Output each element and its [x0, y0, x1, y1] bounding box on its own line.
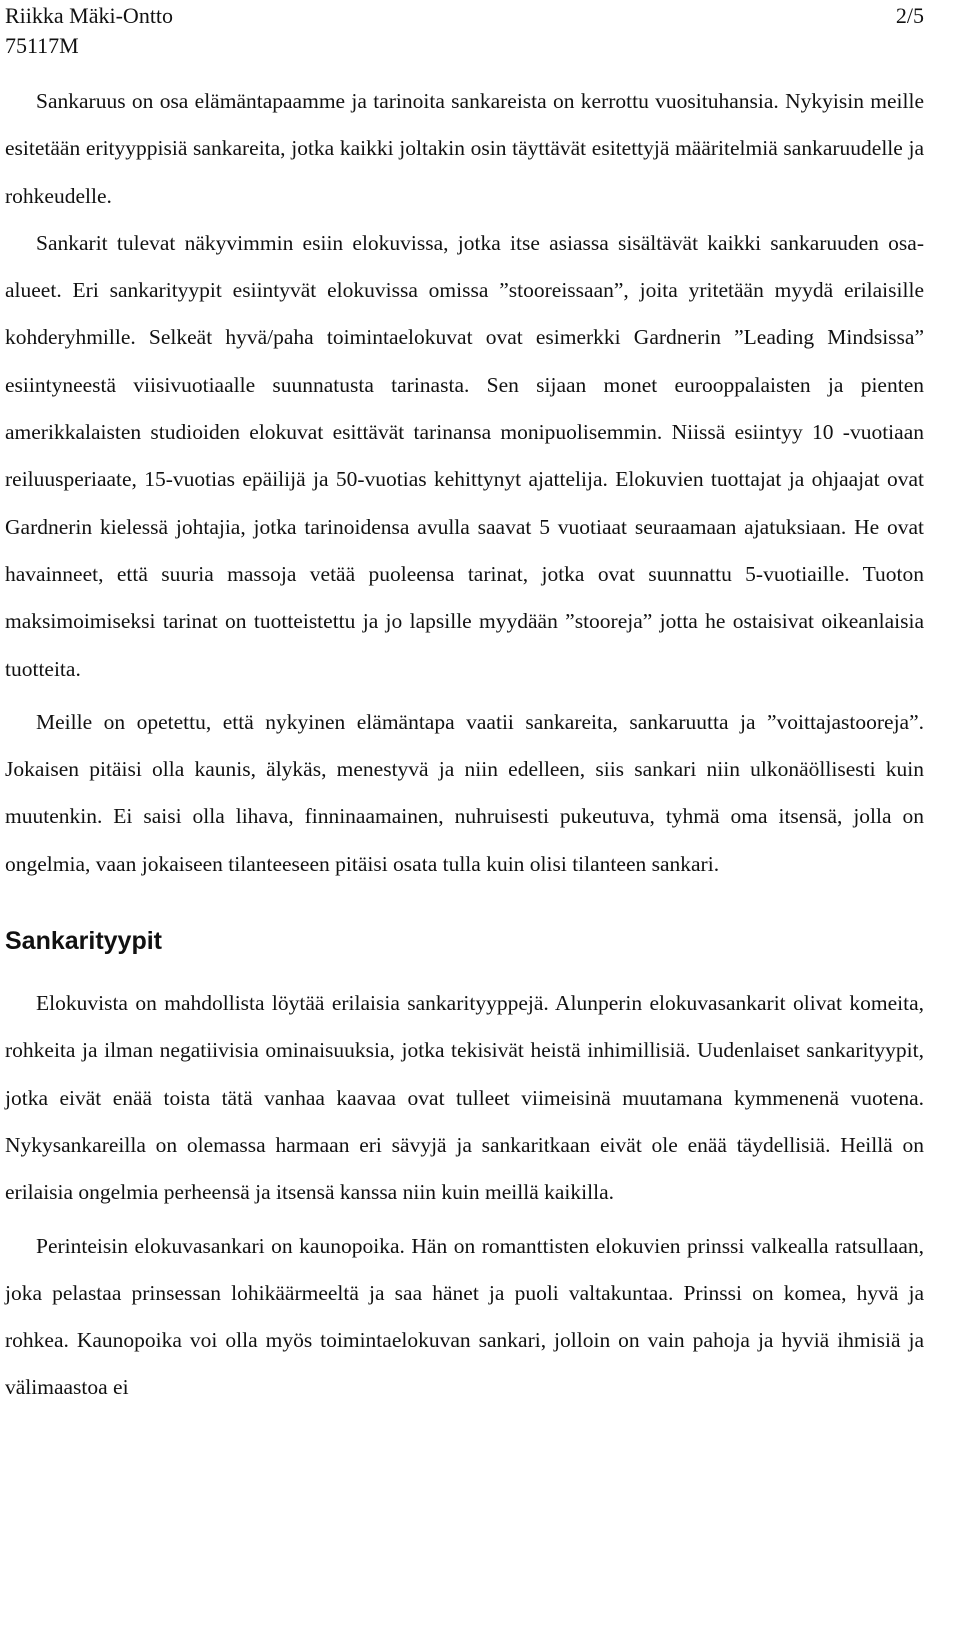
section-heading: Sankarityypit [5, 927, 163, 956]
author-name: Riikka Mäki-Ontto [5, 3, 174, 28]
document-body [5, 78, 924, 1412]
page-number: 2/5 [895, 3, 924, 28]
section-paragraph-2: Perinteisin elokuvasankari on kaunopoika. Hän on romanttisten elokuvien prinssi valkealla ratsullaan, joka pelastaa prinsessan lohikäärmeeltä ja saa hänet ja puoli valtakuntaa. Prinssi on komea, hyvä ja rohkea. Kaunopoika voi olla myös toimintaelokuvan sankari, jolloin on vain pahoja ja hyviä ihmisiä ja välimaastoa ei [5, 1233, 924, 1400]
section-paragraph-1: Elokuvista on mahdollista löytää erilaisia sankarityyppejä. Alunperin elokuvasankarit olivat komeita, rohkeita ja ilman negatiivisia ominaisuuksia, jotka tekisivät heistä inhimillisiä. Uudenlaiset sankarityypit, jotka eivät enää toista tätä vanhaa kaavaa ovat tulleet viimeisinä muutamana kymmenenä vuotena. Nykysankareilla on olemassa harmaan eri sävyjä ja sankaritkaan eivät ole enää täydellisiä. Heillä on erilaisia ongelmia perheensä ja itsensä kanssa niin kuin meillä kaikilla. [5, 991, 924, 1205]
paragraph-1: Sankaruus on osa elämäntapaamme ja tarinoita sankareista on kerrottu vuosituhansia. Nykyisin meille esitetään erityyppisiä sankareita, jotka kaikki joltakin osin täyttävät esitettyjä määritelmiä sankaruudelle ja rohkeudelle. [5, 89, 924, 208]
student-code: 75117M [5, 33, 79, 58]
paragraph-3: Meille on opetettu, että nykyinen elämäntapa vaatii sankareita, sankaruutta ja ”voittajastooreja”. Jokaisen pitäisi olla kaunis, älykäs, menestyvä ja niin edelleen, siis sankari niin ulkonäöllisesti kuin muutenkin. Ei saisi olla lihava, finninaamainen, nuhruisesti pukeutuva, tyhmä oma itsensä, jolla on ongelmia, vaan jokaiseen tilanteeseen pitäisi osata tulla kuin olisi tilanteen sankari. [5, 709, 924, 876]
paragraph-2: Sankarit tulevat näkyvimmin esiin elokuvissa, jotka itse asiassa sisältävät kaikki sankaruuden osa-alueet. Eri sankarityypit esiintyvät elokuvissa omissa ”stooreissaan”, joita yritetään myydä erilaisille kohderyhmille. Selkeät hyvä/paha toimintaelokuvat ovat esimerkki Gardnerin ”Leading Mindsissa” esiintyneestä viisivuotiaalle suunnatusta tarinasta. Sen sijaan monet eurooppalaisten ja pienten amerikkalaisten studioiden elokuvat esittävät tarinansa monipuolisemmin. Niissä esiintyy 10 -vuotiaan reiluusperiaate, 15-vuotias epäilijä ja 50-vuotias kehittynyt ajattelija. Elokuvien tuottajat ja ohjaajat ovat Gardnerin kielessä johtajia, jotka tarinoidensa avulla saavat 5 vuotiaat seuraamaan ajatuksiaan. He ovat havainneet, että suuria massoja vetää puoleensa tarinat, jotka ovat suunnattu 5-vuotiaille. Tuoton maksimoimiseksi tarinat on tuotteistettu ja jo lapsille myydään ”stooreja” jotta he ostaisivat oikeanlaisia tuotteita. [5, 230, 924, 681]
